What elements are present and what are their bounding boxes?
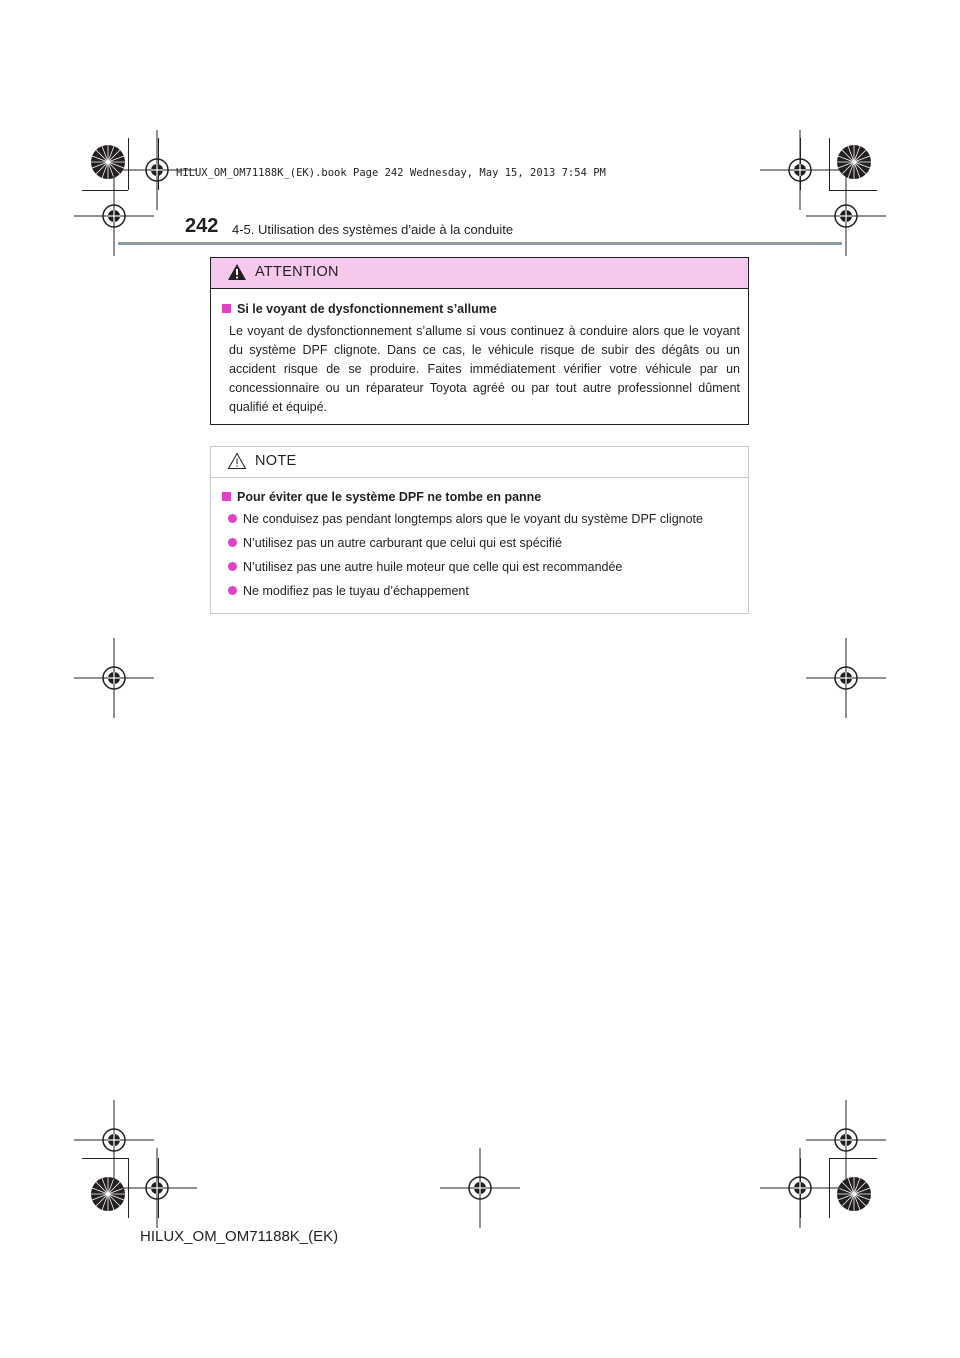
- list-item: N’utilisez pas une autre huile moteur que celle qui est recommandée: [228, 560, 622, 574]
- note-title: NOTE: [255, 453, 297, 469]
- caution-outline-icon: [227, 452, 247, 470]
- square-bullet-icon: [222, 304, 231, 313]
- header-rule: [118, 242, 842, 245]
- list-item: Ne modifiez pas le tuyau d’échappement: [228, 584, 469, 598]
- attention-header: [211, 258, 748, 289]
- square-bullet-icon: [222, 492, 231, 501]
- warning-icon: [227, 263, 247, 281]
- note-header: [211, 447, 748, 478]
- note-subtitle: Pour éviter que le système DPF ne tombe en panne: [222, 490, 541, 504]
- attention-box: [210, 257, 749, 425]
- print-header: HILUX_OM_OM71188K_(EK).book Page 242 Wednesday, May 15, 2013 7:54 PM: [176, 167, 606, 179]
- list-item: N’utilisez pas un autre carburant que celui qui est spécifié: [228, 536, 562, 550]
- page-number: 242: [185, 215, 219, 237]
- attention-title: ATTENTION: [255, 264, 339, 280]
- footer-document-code: HILUX_OM_OM71188K_(EK): [140, 1228, 339, 1245]
- note-box: [210, 446, 749, 614]
- attention-subtitle: Si le voyant de dysfonctionnement s’allume: [222, 302, 497, 316]
- circle-bullet-icon: [228, 586, 237, 595]
- section-title: 4-5. Utilisation des systèmes d’aide à la conduite: [232, 222, 514, 237]
- circle-bullet-icon: [228, 514, 237, 523]
- circle-bullet-icon: [228, 538, 237, 547]
- list-item: Ne conduisez pas pendant longtemps alors que le voyant du système DPF clignote: [228, 512, 703, 526]
- attention-body: Le voyant de dysfonctionnement s’allume si vous continuez à conduire alors que le voyant du système DPF clignote. Dans ce cas, le véhicule risque de subir des dégâts ou un accident risque de se produire. Faites immédiatement vérifier votre véhicule par un concessionnaire ou un réparateur Toyota agréé ou par tout autre professionnel dûment qualifié et équipé.: [229, 324, 740, 414]
- circle-bullet-icon: [228, 562, 237, 571]
